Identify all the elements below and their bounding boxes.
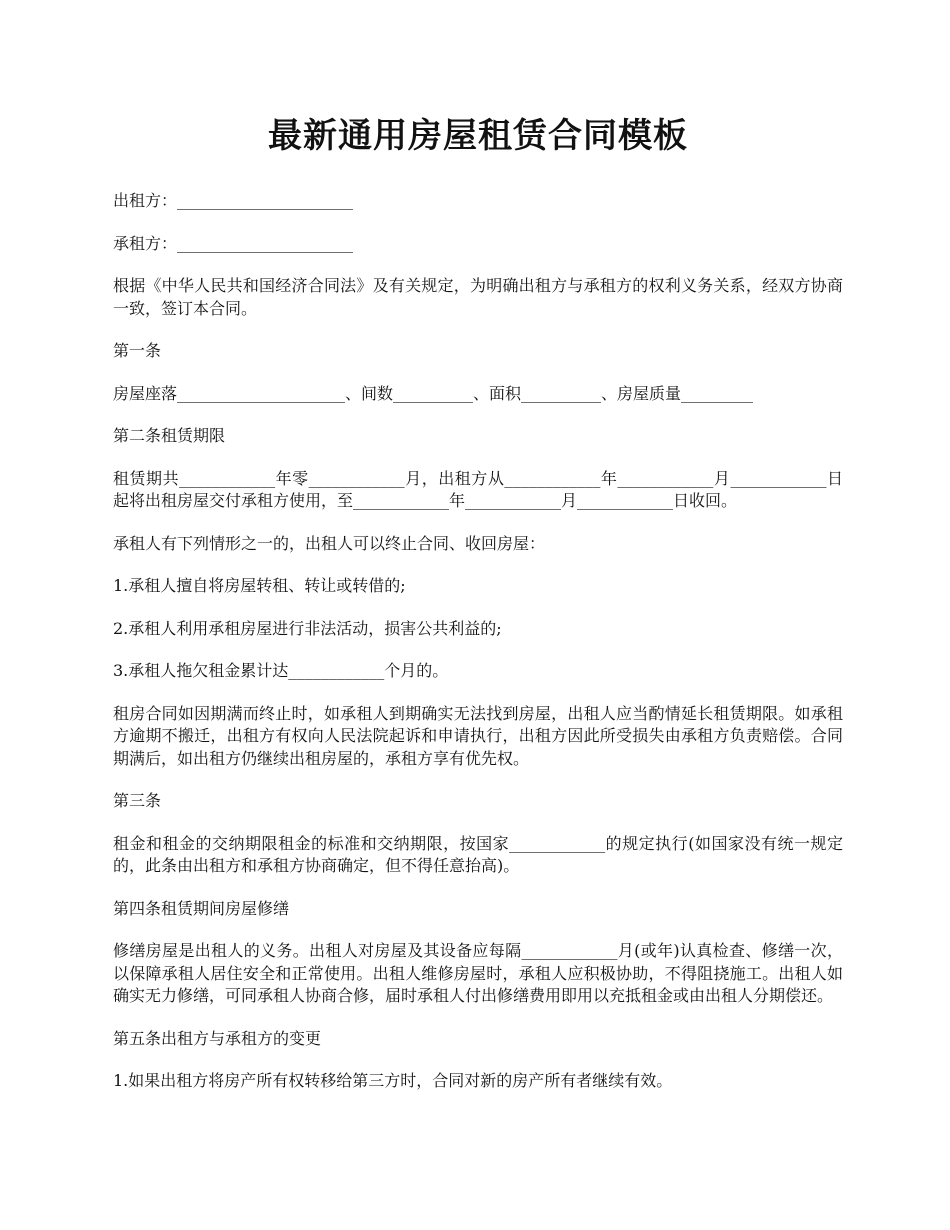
article-5-clause-1: 1.如果出租方将房产所有权转移给第三方时，合同对新的房产所有者继续有效。 bbox=[113, 1071, 673, 1090]
article-5-heading: 第五条出租方与承租方的变更 bbox=[113, 1028, 322, 1048]
lessee-line: 承租方：______________________ bbox=[113, 233, 354, 253]
article-2-lease-term: 租赁期共____________年零____________月，出租方从____________年____________月____________日起将出租房屋交付承租方使用，至____________年____________月____________日收回。 bbox=[113, 468, 843, 510]
article-2-heading: 第二条租赁期限 bbox=[113, 426, 226, 445]
document-page bbox=[113, 112, 843, 1113]
termination-condition-2: 2.承租人利用承租房屋进行非法活动，损害公共利益的; bbox=[113, 618, 502, 638]
article-1-property-details: 房屋座落_____________________、间数__________、面积__________、房屋质量_________ bbox=[113, 383, 754, 403]
termination-conditions-intro: 承租人有下列情形之一的，出租人可以终止合同、收回房屋： bbox=[113, 533, 546, 553]
document-title: 最新通用房屋租赁合同模板 bbox=[268, 116, 688, 156]
expiry-renewal-paragraph: 租房合同如因期满而终止时，如承租人到期确实无法找到房屋，出租人应当酌情延长租赁期限。如承租方逾期不搬迁，出租方有权向人民法院起诉和申请执行，出租方因此所受损失由承租方负责赔偿。合同期满后，如出租方仍继续出租房屋的，承租方享有优先权。 bbox=[113, 703, 843, 768]
termination-condition-3: 3.承租人拖欠租金累计达____________个月的。 bbox=[113, 661, 449, 680]
article-3-rent-payment: 租金和租金的交纳期限租金的标准和交纳期限，按国家____________的规定执行(如国家没有统一规定的，此条由出租方和承租方协商确定，但不得任意抬高)。 bbox=[113, 833, 843, 875]
article-1-heading: 第一条 bbox=[113, 341, 162, 360]
preamble-paragraph: 根据《中华人民共和国经济合同法》及有关规定，为明确出租方与承租方的权利义务关系，经双方协商一致，签订本合同。 bbox=[113, 276, 843, 318]
lessor-line: 出租方：______________________ bbox=[113, 191, 354, 210]
termination-condition-1: 1.承租人擅自将房屋转租、转让或转借的; bbox=[113, 576, 406, 595]
article-4-repairs: 修缮房屋是出租人的义务。出租人对房屋及其设备应每隔____________月(或年)认真检查、修缮一次，以保障承租人居住安全和正常使用。出租人维修房屋时，承租人应积极协助，不得阻挠施工。出租人如确实无力修缮，可同承租人协商合修，届时承租人付出修缮费用即用以充抵租金或由出租人分期偿还。 bbox=[113, 941, 843, 1005]
article-4-heading: 第四条租赁期间房屋修缮 bbox=[113, 898, 290, 918]
article-3-heading: 第三条 bbox=[113, 791, 162, 810]
